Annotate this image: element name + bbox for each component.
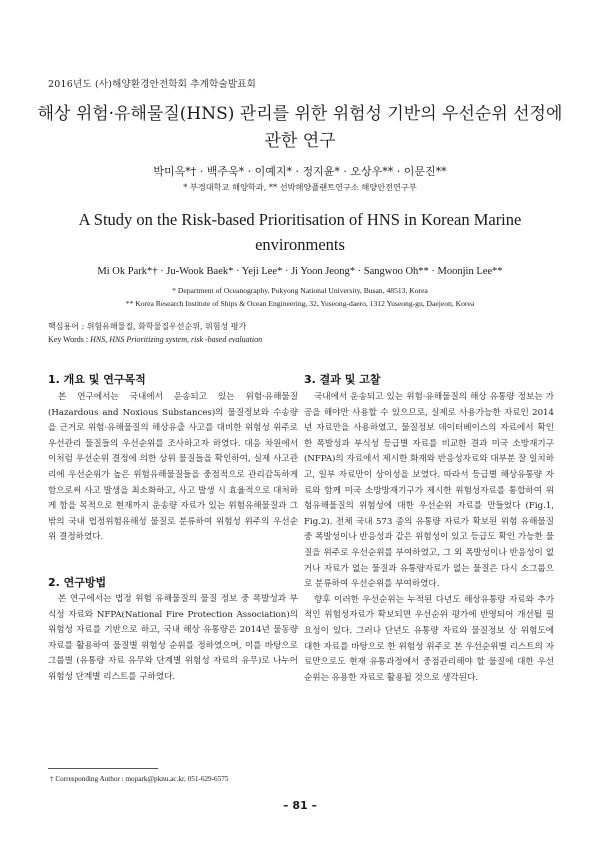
keywords-english-label: Key Words : [48,335,91,344]
korean-title-line2: 관한 연구 [264,131,336,151]
footnote-divider [48,768,158,769]
section-1-paragraph: 본 연구에서는 국내에서 운송되고 있는 위험·유해물질 (Hazardous and Noxious Substances)의 물질정보와 수송량을 근거로 위험·유해물질의 해상유출 사고를 대비한 위험성 위주로 우선관리 물질들의 우선순위를 조사하고자 하였다. 대응 차원에서 이처럼 우선순위 결정에 의한 상위 물질들을 확인하여, 실제 사고관리에 우선순위가 높은 위험유해물질들을 중점적으로 관리감독하게 함으로써 사고 발생을 최소화하고, 사고 발생 시 효율적으로 대처하게 함을 목적으로 현재까지 운송량 자료가 있는 위험유해물질과 그 밖의 국내 법정위험유해성 물질로 분류하여 위험성 위주의 우선순위 결정하였다. [48,392,298,543]
english-authors: Mi Ok Park*† · Ju-Wook Baek* · Yeji Lee* · Ji Yoon Jeong* · Sangwoo Oh** · Moonjin Lee** [97,266,503,277]
section-1-body [48,390,298,546]
korean-authors: 박미옥*† · 백주욱* · 이예지* · 정지윤* · 오상우** · 이문진** [153,165,447,178]
korean-title-line1: 해상 위험·유해물질(HNS) 관리를 위한 위험성 기반의 우선순위 선정에 [37,104,563,124]
page-number: – 81 – [283,799,317,812]
section-2-paragraph: 본 연구에서는 법정 위험 유해물질의 물질 정보 중 폭발성과 부식성 자료와 NFPA(National Fire Protection Association)의 위험성 자료를 기반으로 하고, 국내 해상 유통량은 2014년 물동량 자료를 활용하여 물질별 위험성 순위를 정하였으며, 이를 바탕으로 그룹별 (유통량 자료 유무와 단계별 위험성 자료의 유무)로 나누어 위험성 단계별 리스트를 구하였다. [48,594,298,682]
korean-title [30,101,570,155]
keywords-english [48,333,262,346]
korean-affiliations: * 부경대학교 해양학과, ** 선박해양플랜트연구소 해양안전연구부 [183,182,417,192]
conference-header: 2016년도 (사)해양환경안전학회 추계학술발표회 [48,79,257,90]
keywords-block [48,320,262,346]
section-3-heading: 3. 결과 및 고찰 [304,373,381,386]
english-title-line1: A Study on the Risk-based Prioritisation of HNS in Korean Marine [78,210,522,229]
keywords-english-terms: HNS, HNS Prioritizing system, risk -based evaluation [90,335,263,344]
english-title-line2: environments [255,235,345,254]
english-affiliation-1: * Department of Oceanography, Pukyong National University, Busan, 48513, Korea [172,286,428,295]
keywords-korean: 핵심용어 : 위험유해물질, 화학물질우선순위, 위험성 평가 [48,322,247,331]
section-3-body [304,390,554,686]
section-1-heading: 1. 개요 및 연구목적 [48,373,146,386]
corresponding-author-footnote: † Corresponding Author : mopark@pknu.ac.kr, 051-629-6575 [50,775,229,783]
section-2-heading: 2. 연구방법 [48,576,107,589]
english-title [40,207,560,257]
section-2-body [48,592,298,686]
english-affiliation-2: ** Korea Research Institute of Ships & Ocean Engineering, 32, Yuseong-daero, 1312 Yuseong-gu, Daejeon, Korea [125,299,475,308]
section-3-paragraph-1: 국내에서 운송되고 있는 위험·유해물질의 해상 유통량 정보는 가공을 해야만 사용할 수 있으므로, 실제로 사용가능한 자료인 2014년 자료만을 사용하였고, 물질정보 데이터베이스의 자료에서 확인한 폭발성과 부식성 등급별 자료를 비교한 결과 미국 소방재기구(NFPA)의 자료에서 제시한 화재와 반응성자료와 대부분 잘 일치하고, 일부 자료만이 상이성을 보였다. 따라서 등급별 해상유통량 자료와 함께 미국 소방방재기구가 제시한 위험성자료를 통합하여 위험유해물질의 위험성에 대한 우선순위 자료를 만들었다 (Fig.1, Fig.2). 전체 국내 573 종의 유통량 자료가 확보된 위험 유해물질 중 폭발성이나 반응성과 같은 위험성이 있고 등급도 확인 가능한 물질을 위주로 우선순위를 부여하였고, 그 외 폭발성이나 반응성이 없거나 자료가 없는 물질과 유통량자료가 없는 물질은 다시 소그룹으로 분류하여 우선순위를 부여하였다. [304,392,554,590]
section-3-paragraph-2: 향후 이러한 우선순위는 누적된 다년도 해상유통량 자료와 추가적인 위험성자료가 확보되면 우선순위 평가에 반영되어 개선될 필요성이 있다. 그러나 단년도 유통량 자료와 물질정보 상 위험도에 대한 자료를 바탕으로 한 위험성 위주로 본 우선순위별 리스트의 자료만으로도 현재 유통과정에서 중점관리해야 할 물질에 대한 우선순위는 유용한 자료로 활용될 것으로 생각된다. [304,594,554,683]
